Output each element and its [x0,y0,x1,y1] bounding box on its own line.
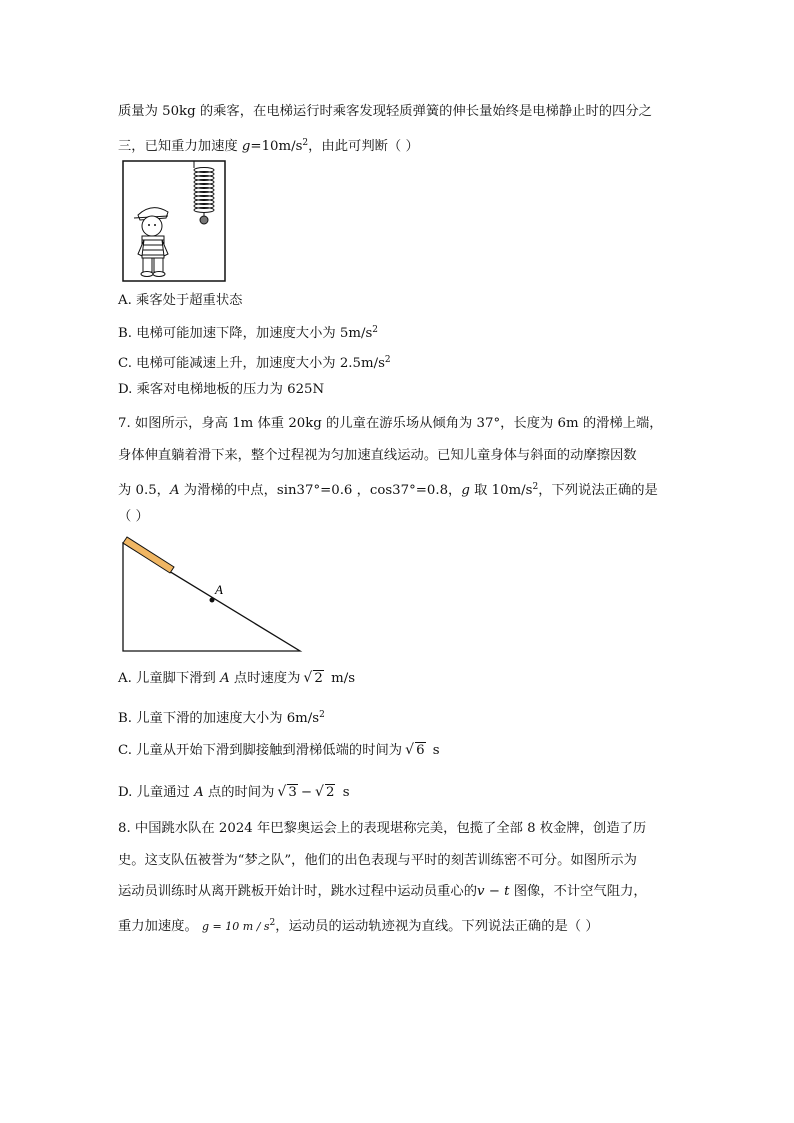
slide-figure [118,535,304,655]
q8-line-1: 8. 中国跳水队在 2024 年巴黎奥运会上的表现堪称完美，包揽了全部 8 枚金牌，创造了历 [118,821,647,836]
q7-line-4: （ ） [118,509,149,524]
q6-option-c: C. 电梯可能减速上升，加速度大小为 $2.5m/s^2$ [118,355,391,371]
q6-option-a: A. 乘客处于超重状态 [118,293,243,308]
q8-line-4: 重力加速度。 g = 10 m / $s^2$，运动员的运动轨迹视为直线。下列说法正确的是（ ） [118,918,599,934]
q7-option-c: C. 儿童从开始下滑到脚接触到滑梯低端的时间为√ 6 s [118,742,440,760]
q7-option-a: A. 儿童脚下滑到 A 点时速度为√ 2 m/s [118,670,355,688]
q8-line-3: 运动员训练时从离开跳板开始计时，跳水过程中运动员重心的v − t 图像，不计空气阻力， [118,884,647,899]
q7-option-b: B. 儿童下滑的加速度大小为 $6m/s^2$ [118,710,325,726]
q6-line-2: 三，已知重力加速度 $g=10m/s^2$，由此可判断（ ） [118,138,419,154]
q8-line-2: 史。这支队伍被誉为“梦之队”，他们的出色表现与平时的刻苦训练密不可分。如图所示为 [118,853,637,868]
q7-option-d: D. 儿童通过 A 点的时间为√ 3 −√ 2 s [118,784,350,802]
q7-line-1: 7. 如图所示，身高 1m 体重 20kg 的儿童在游乐场从倾角为 37°，长度为 6m 的滑梯上端， [118,416,663,431]
q6-option-d: D. 乘客对电梯地板的压力为 625N [118,382,325,397]
point-a-label: A [215,582,223,597]
q6-option-b: B. 电梯可能加速下降，加速度大小为 $5m/s^2$ [118,325,379,341]
q7-line-3: 为 0.5，A 为滑梯的中点，sin37°=0.6 ，cos37°=0.8，g 取 $10m/s^2$，下列说法正确的是 [118,482,658,498]
q7-line-2: 身体伸直躺着滑下来，整个过程视为匀加速直线运动。已知儿童身体与斜面的动摩擦因数 [118,448,637,463]
q6-line-1: 质量为 50kg 的乘客，在电梯运行时乘客发现轻质弹簧的伸长量始终是电梯静止时的四分之 [118,104,652,119]
elevator-figure [122,160,226,282]
